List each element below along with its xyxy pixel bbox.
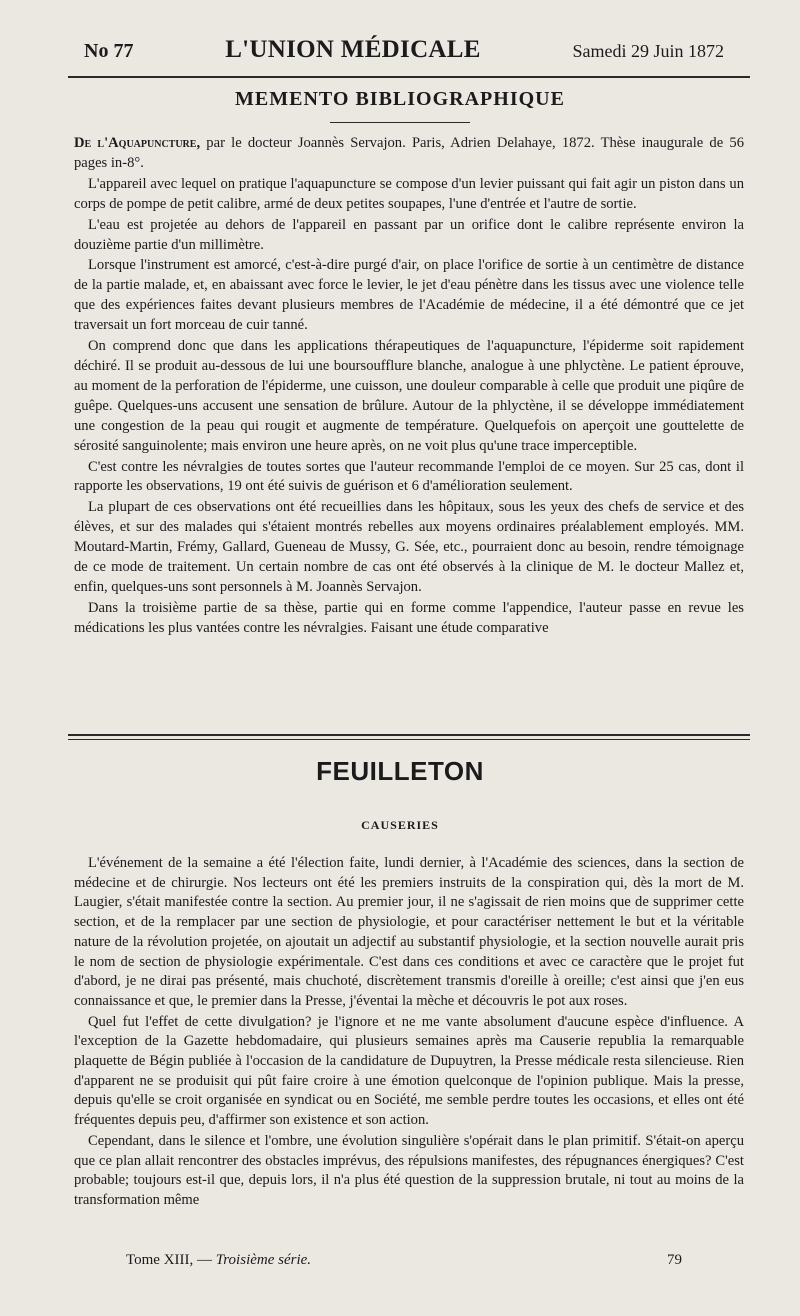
bibliography-title: MEMENTO BIBLIOGRAPHIQUE <box>235 88 565 110</box>
page-header <box>84 36 724 72</box>
issue-date: Samedi 29 Juin 1872 <box>572 41 724 61</box>
feuilleton-rule-top <box>68 734 750 736</box>
issue-number: No 77 <box>84 40 134 62</box>
header-rule <box>68 76 750 78</box>
page-number: 79 <box>667 1252 682 1268</box>
paragraph: L'eau est projetée au dehors de l'appareil en passant par un orifice dont le calibre représente environ la douzième partie d'un millimètre. <box>74 216 744 253</box>
feuilleton-title: FEUILLETON <box>316 756 484 786</box>
paragraph: L'événement de la semaine a été l'élection faite, lundi dernier, à l'Académie des sciences, dans la section de médecine et de chirurgie. Nos lecteurs ont été les premiers instruits de la conspiration qui, dès la mort de M. Laugier, s'était manifestée contre la section. Au premier jour, il ne s'agissait de rien moins que de supprimer cette section, et de la remplacer par une section de physiologie, et pour caractériser nettement le but et la véritable nature de la révolution projetée, on ajoutait un adjectif au substantif physiologie, et la section nouvelle aurait pris le nom de section de physiologie expérimentale. C'est dans ces conditions et avec ce caractère que le projet fut d'abord, je ne dirai pas présenté, mais chuchoté, discrètement transmis d'oreille à oreille; c'est ainsi que j'en eus connaissance et que, le premier dans la Presse, j'éventai la mèche et découvris le pot aux roses. <box>74 855 744 1009</box>
series-label: Troisième série. <box>215 1252 312 1268</box>
bibliography-title-underline <box>330 122 470 123</box>
bibliography-text <box>74 134 744 640</box>
paragraph: L'appareil avec lequel on pratique l'aquapuncture se compose d'un levier puissant qui fait agir un piston dans un corps de pompe de petit calibre, armé de deux petites soupapes, l'une d'entrée et l'autre de sortie. <box>74 175 744 212</box>
paragraph: Lorsque l'instrument est amorcé, c'est-à-dire purgé d'air, on place l'orifice de sortie à un centimètre de distance de la partie malade, et, en abaissant avec force le levier, le jet d'eau pénètre dans les tissus avec une violence telle que des expériences faites devant plusieurs membres de l'Académie de médecine, il a été démontré que ce jet traversait un fort morceau de cuir tanné. <box>74 257 744 334</box>
feuilleton-text <box>74 854 744 1212</box>
causeries-subtitle: CAUSERIES <box>361 818 439 832</box>
paragraph: La plupart de ces observations ont été recueillies dans les hôpitaux, sous les yeux des chefs de service et des élèves, et sur des malades qui s'étaient montrés rebelles aux moyens ordinaires préalablement employés. MM. Moutard-Martin, Frémy, Gallard, Gueneau de Mussy, G. Sée, etc., pourraient donc au besoin, rendre témoignage de ce mode de traitement. Un certain nombre de cas ont été observés à la clinique de M. le docteur Mallez et, enfin, quelques-uns sont personnels à M. Joannès Servajon. <box>74 499 744 595</box>
volume-label: Tome XIII, <box>126 1252 194 1268</box>
paragraph: Dans la troisième partie de sa thèse, partie qui en forme comme l'appendice, l'auteur passe en revue les médications les plus vantées contre les névralgies. Faisant une étude comparative <box>74 599 744 636</box>
volume-info: Tome XIII, — Troisième série. <box>126 1252 312 1268</box>
citation <box>74 134 744 174</box>
feuilleton-rule-bottom <box>68 739 750 740</box>
journal-title: L'UNION MÉDICALE <box>225 36 481 63</box>
citation-title: De l'Aquapuncture, <box>74 135 201 151</box>
paragraph: C'est contre les névralgies de toutes sortes que l'auteur recommande l'emploi de ce moyen. Sur 25 cas, dont il rapporte les observations, 19 ont été suivis de guérison et 6 d'amélioration seulement. <box>74 458 744 495</box>
citation-details: par le docteur Joannès Servajon. Paris, Adrien Delahaye, 1872. Thèse inaugurale de 56 pages in-8°. <box>74 135 744 171</box>
paragraph: Quel fut l'effet de cette divulgation? je l'ignore et ne me vante absolument d'aucune espèce d'influence. A l'exception de la Gazette hebdomadaire, qui plusieurs semaines après ma Causerie republia la remarquable plaquette de Bégin publiée à l'occasion de la candidature de Dupuytren, la Presse médicale resta silencieuse. Rien d'apparent ne se produisit qui pût faire croire à une émotion quelconque de l'opinion publique. Mais la presse, depuis qu'elle se croit organisée en syndicat ou en Société, me semble perdre toutes les occasions, et elles ont été fréquentes depuis peu, d'affirmer son existence et son action. <box>74 1013 744 1129</box>
page-footer <box>126 1252 682 1269</box>
paragraph: Cependant, dans le silence et l'ombre, une évolution singulière s'opérait dans le plan primitif. S'était-on aperçu que ce plan allait rencontrer des obstacles imprévus, des répulsions manifestes, des répugnances énergiques? C'est probable; toujours est-il que, depuis lors, il n'a plus été question de la suppression brutale, ni tout au moins de la transformation même <box>74 1132 744 1208</box>
paragraph: On comprend donc que dans les applications thérapeutiques de l'aquapuncture, l'épiderme soit rapidement déchiré. Il se produit au-dessous de lui une boursoufflure blanche, analogue à une phlyctène. Le patient éprouve, au moment de la perforation de l'épiderme, une cuisson, une douleur comparable à celle que produit une piqûre de guêpe. Quelques-uns accusent une sensation de brûlure. Autour de la phlyctène, il se développe immédiatement une congestion de la peau qui rougit et augmente de température. Quelquefois on aperçoit une gouttelette de sérosité sanguinolente; mais environ une heure après, on ne voit plus qu'une trace imperceptible. <box>74 338 744 454</box>
